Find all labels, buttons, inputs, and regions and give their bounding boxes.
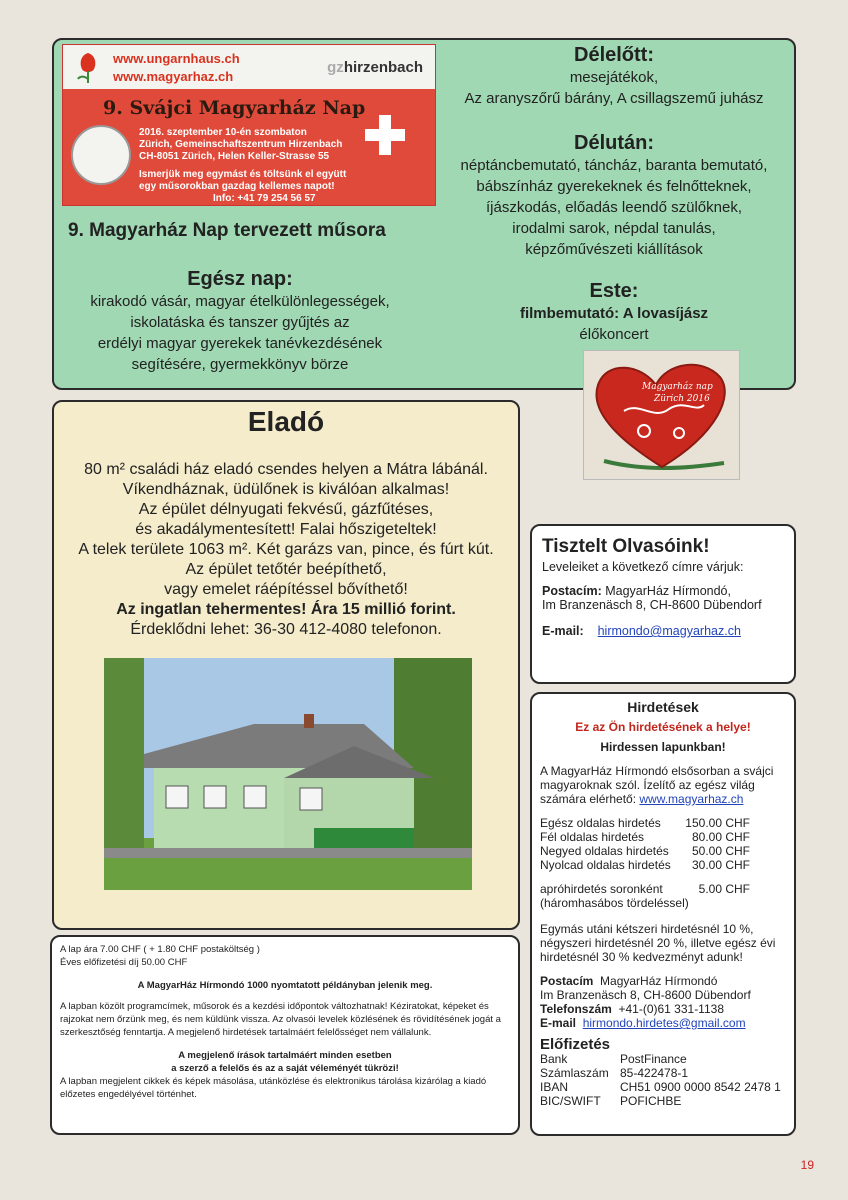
price-label: Nyolcad oldalas hirdetés	[540, 858, 671, 872]
acct-label: Számlaszám	[540, 1066, 609, 1080]
ads-email-link[interactable]: hirmondo.hirdetes@gmail.com	[582, 1016, 746, 1030]
price-value: 50.00 CHF	[691, 844, 750, 858]
heart-text-2: Zürich 2016	[654, 394, 710, 404]
small-ad-row	[540, 882, 750, 896]
sale-line: Víkendháznak, üdülőnek is kiválóan alkalmas!	[122, 481, 450, 498]
ads-red: Ez az Ön hirdetésének a helye!	[575, 720, 751, 734]
sale-line: A telek területe 1063 m². Két garázs van, pince, és fúrt kút.	[78, 541, 494, 558]
readers-box	[530, 524, 796, 684]
sale-line: Az épület délnyugati fekvésű, gázfűtéses,	[138, 501, 434, 518]
afternoon-title: Délután:	[574, 132, 654, 154]
morning-line: Az aranyszőrű bárány, A csillagszemű juhász	[464, 90, 764, 107]
ads-phone	[540, 1002, 786, 1016]
allday-line: segítésére, gyermekkönyv börze	[131, 356, 349, 373]
imprint-box	[50, 935, 520, 1135]
ads-phone-label: Telefonszám	[540, 1002, 612, 1016]
banner-tagline-2: egy műsorokban gazdag kellemes napot!	[139, 181, 335, 192]
small-ad-note: (háromhasábos tördeléssel)	[540, 896, 689, 910]
morning-section	[438, 44, 790, 109]
banner-tagline-1: Ismerjük meg egymást és töltsünk el együtt	[139, 169, 347, 180]
bank-value: PostFinance	[620, 1052, 687, 1066]
iban-label: IBAN	[540, 1080, 569, 1094]
sale-line-price: Az ingatlan tehermentes! Ára 15 millió forint.	[116, 601, 456, 618]
ads-intro-text: A MagyarHáz Hírmondó elsősorban a svájci magyaroknak szól. Ízelítő az egész világ számára elérhető:	[540, 764, 774, 806]
reader-post-line2: Im Branzenäsch 8, CH-8600 Dübendorf	[542, 598, 762, 612]
program-box	[52, 38, 796, 390]
ads-phone-value: +41-(0)61 331-1138	[618, 1002, 724, 1016]
small-ad-label: apróhirdetés soronként	[540, 882, 663, 896]
house-photo	[104, 658, 472, 890]
afternoon-line: néptáncbemutató, táncház, baranta bemutató,	[460, 157, 768, 174]
evening-line-1: filmbemutató: A lovasíjász	[519, 305, 709, 322]
afternoon-line: irodalmi sarok, népdal tanulás,	[512, 220, 716, 237]
allday-line: kirakodó vásár, magyar ételkülönlegességek,	[90, 293, 390, 310]
evening-line-2: élőkoncert	[579, 326, 649, 343]
disclaimer-1: A lapban közölt programcímek, műsorok és a kezdési időpontok változhatnak! Kéziratokat, képeket és rajzokat nem őrzünk meg, és nem küldünk vissza. Az olvasói levelek közlésének és rövidítésének jogát a szerkesztőség fenntartja. A megjelenő hirdetések tartalmáért felelősséget nem vállalunk.	[60, 1001, 501, 1038]
price-row	[540, 816, 750, 830]
reader-email	[542, 624, 784, 638]
banner-title: 9. Svájci Magyarház Nap	[103, 97, 366, 119]
price-row	[540, 830, 750, 844]
sale-text	[54, 460, 518, 640]
heart-icon	[584, 351, 739, 479]
reader-intro: Leveleiket a következő címre várjuk:	[542, 560, 744, 574]
ads-post	[540, 974, 786, 988]
allday-line: erdélyi magyar gyerekek tanévkezdésének	[97, 335, 383, 352]
ads-sub: Hirdessen lapunkban!	[600, 740, 726, 754]
tulip-icon	[73, 49, 103, 85]
banner-info: Info: +41 79 254 56 57	[213, 193, 316, 204]
acct-value: 85-422478-1	[620, 1066, 689, 1080]
ads-title: Hirdetések	[627, 699, 699, 715]
event-banner	[62, 44, 436, 206]
reader-post	[542, 584, 784, 598]
subscription-title: Előfizetés	[540, 1036, 611, 1053]
allday-title: Egész nap:	[187, 268, 293, 290]
afternoon-line: íjászkodás, előadás leendő szülőknek,	[486, 199, 742, 216]
ads-post-label: Postacím	[540, 974, 594, 988]
afternoon-line: bábszínház gyerekeknek és felnőtteknek,	[476, 178, 752, 195]
discount-text: Egymás utáni kétszeri hirdetésnél 10 %, négyszeri hirdetésnél 20 %, illetve egész évi hirdetésnél 30 % kedvezményt adunk!	[540, 922, 776, 964]
afternoon-section	[438, 132, 790, 260]
ads-email-label: E-mail	[540, 1016, 577, 1030]
banner-date: 2016. szeptember 10-én szombaton	[139, 127, 307, 138]
allday-section	[54, 268, 426, 375]
sale-line: és akadálymentesített! Falai hőszigeteltek!	[135, 521, 437, 538]
price-value: 30.00 CHF	[691, 858, 750, 872]
disclaimer-2: A lapban megjelent cikkek és képek másolása, utánközlése és elektronikus tárolása kizárólag a kiadó előzetes engedélyével történhet.	[60, 1076, 487, 1100]
sale-title: Eladó	[247, 406, 325, 437]
price-label: Fél oldalas hirdetés	[540, 830, 645, 844]
small-ad-value: 5.00 CHF	[698, 882, 750, 896]
post-value: MagyarHáz Hírmondó,	[605, 584, 731, 598]
responsibility-1: A megjelenő írások tartalmáért minden esetben	[178, 1050, 392, 1061]
iban-value: CH51 0900 0000 8542 2478 1	[620, 1080, 781, 1094]
ads-box	[530, 692, 796, 1136]
ads-email	[540, 1016, 786, 1030]
print-run: A MagyarHáz Hírmondó 1000 nyomtatott példányban jelenik meg.	[137, 980, 433, 991]
responsibility-2: a szerző a felelős és az a saját véleményét tükrözi!	[171, 1063, 399, 1074]
brand-prefix: gz	[327, 59, 344, 76]
banner-place: Zürich, Gemeinschaftszentrum Hirzenbach	[139, 139, 343, 150]
brand-name: hirzenbach	[343, 59, 423, 76]
price-value: 80.00 CHF	[691, 830, 750, 844]
program-title: 9. Magyarház Nap tervezett műsora	[68, 220, 386, 241]
email-label: E-mail:	[542, 624, 584, 638]
sale-line: Érdeklődni lehet: 36-30 412-4080 telefonon.	[130, 621, 442, 638]
heart-text-1: Magyarház nap	[642, 382, 713, 392]
banner-address: CH-8051 Zürich, Helen Keller-Strasse 55	[139, 151, 330, 162]
price-label: Negyed oldalas hirdetés	[540, 844, 669, 858]
bic-value: POFICHBE	[620, 1094, 682, 1108]
seal-icon	[71, 125, 131, 185]
page-number: 19	[800, 1158, 814, 1172]
post-label: Postacím:	[542, 584, 602, 598]
swiss-cross-icon	[365, 115, 405, 155]
ads-intro-link[interactable]: www.magyarhaz.ch	[639, 792, 744, 806]
evening-section	[438, 280, 790, 345]
ads-intro	[540, 764, 786, 806]
allday-line: iskolatáska és tanszer gyűjtés az	[130, 314, 350, 331]
yearly-line: Éves előfizetési díj 50.00 CHF	[60, 957, 188, 968]
bic-label: BIC/SWIFT	[540, 1094, 601, 1108]
reader-title: Tisztelt Olvasóink!	[542, 536, 710, 557]
ads-post-value: MagyarHáz Hírmondó	[600, 974, 718, 988]
morning-title: Délelőtt:	[574, 44, 654, 66]
price-row	[540, 858, 750, 872]
for-sale-box	[52, 400, 520, 930]
price-line: A lap ára 7.00 CHF ( + 1.80 CHF postaköltség )	[60, 944, 260, 955]
subscription-table	[540, 1052, 786, 1108]
morning-line: mesejátékok,	[569, 69, 659, 86]
brand-logo	[327, 59, 423, 76]
afternoon-line: képzőművészeti kiállítások	[525, 241, 703, 258]
banner-url-2: www.magyarhaz.ch	[113, 69, 234, 84]
sale-line: 80 m² családi ház eladó csendes helyen a Mátra lábánál.	[84, 461, 488, 478]
sale-line: Az épület tetőtér beépíthető,	[185, 561, 387, 578]
price-label: Egész oldalas hirdetés	[540, 816, 661, 830]
sale-line: vagy emelet ráépítéssel bővíthető!	[164, 581, 408, 598]
banner-url-1: www.ungarnhaus.ch	[113, 51, 240, 66]
ads-post-line2: Im Branzenäsch 8, CH-8600 Dübendorf	[540, 988, 751, 1002]
ads-price-list	[540, 816, 750, 872]
gingerbread-heart-photo	[583, 350, 740, 480]
price-row	[540, 844, 750, 858]
email-link[interactable]: hirmondo@magyarhaz.ch	[597, 624, 741, 638]
bank-label: Bank	[540, 1052, 568, 1066]
price-value: 150.00 CHF	[685, 816, 750, 830]
evening-title: Este:	[589, 280, 639, 302]
